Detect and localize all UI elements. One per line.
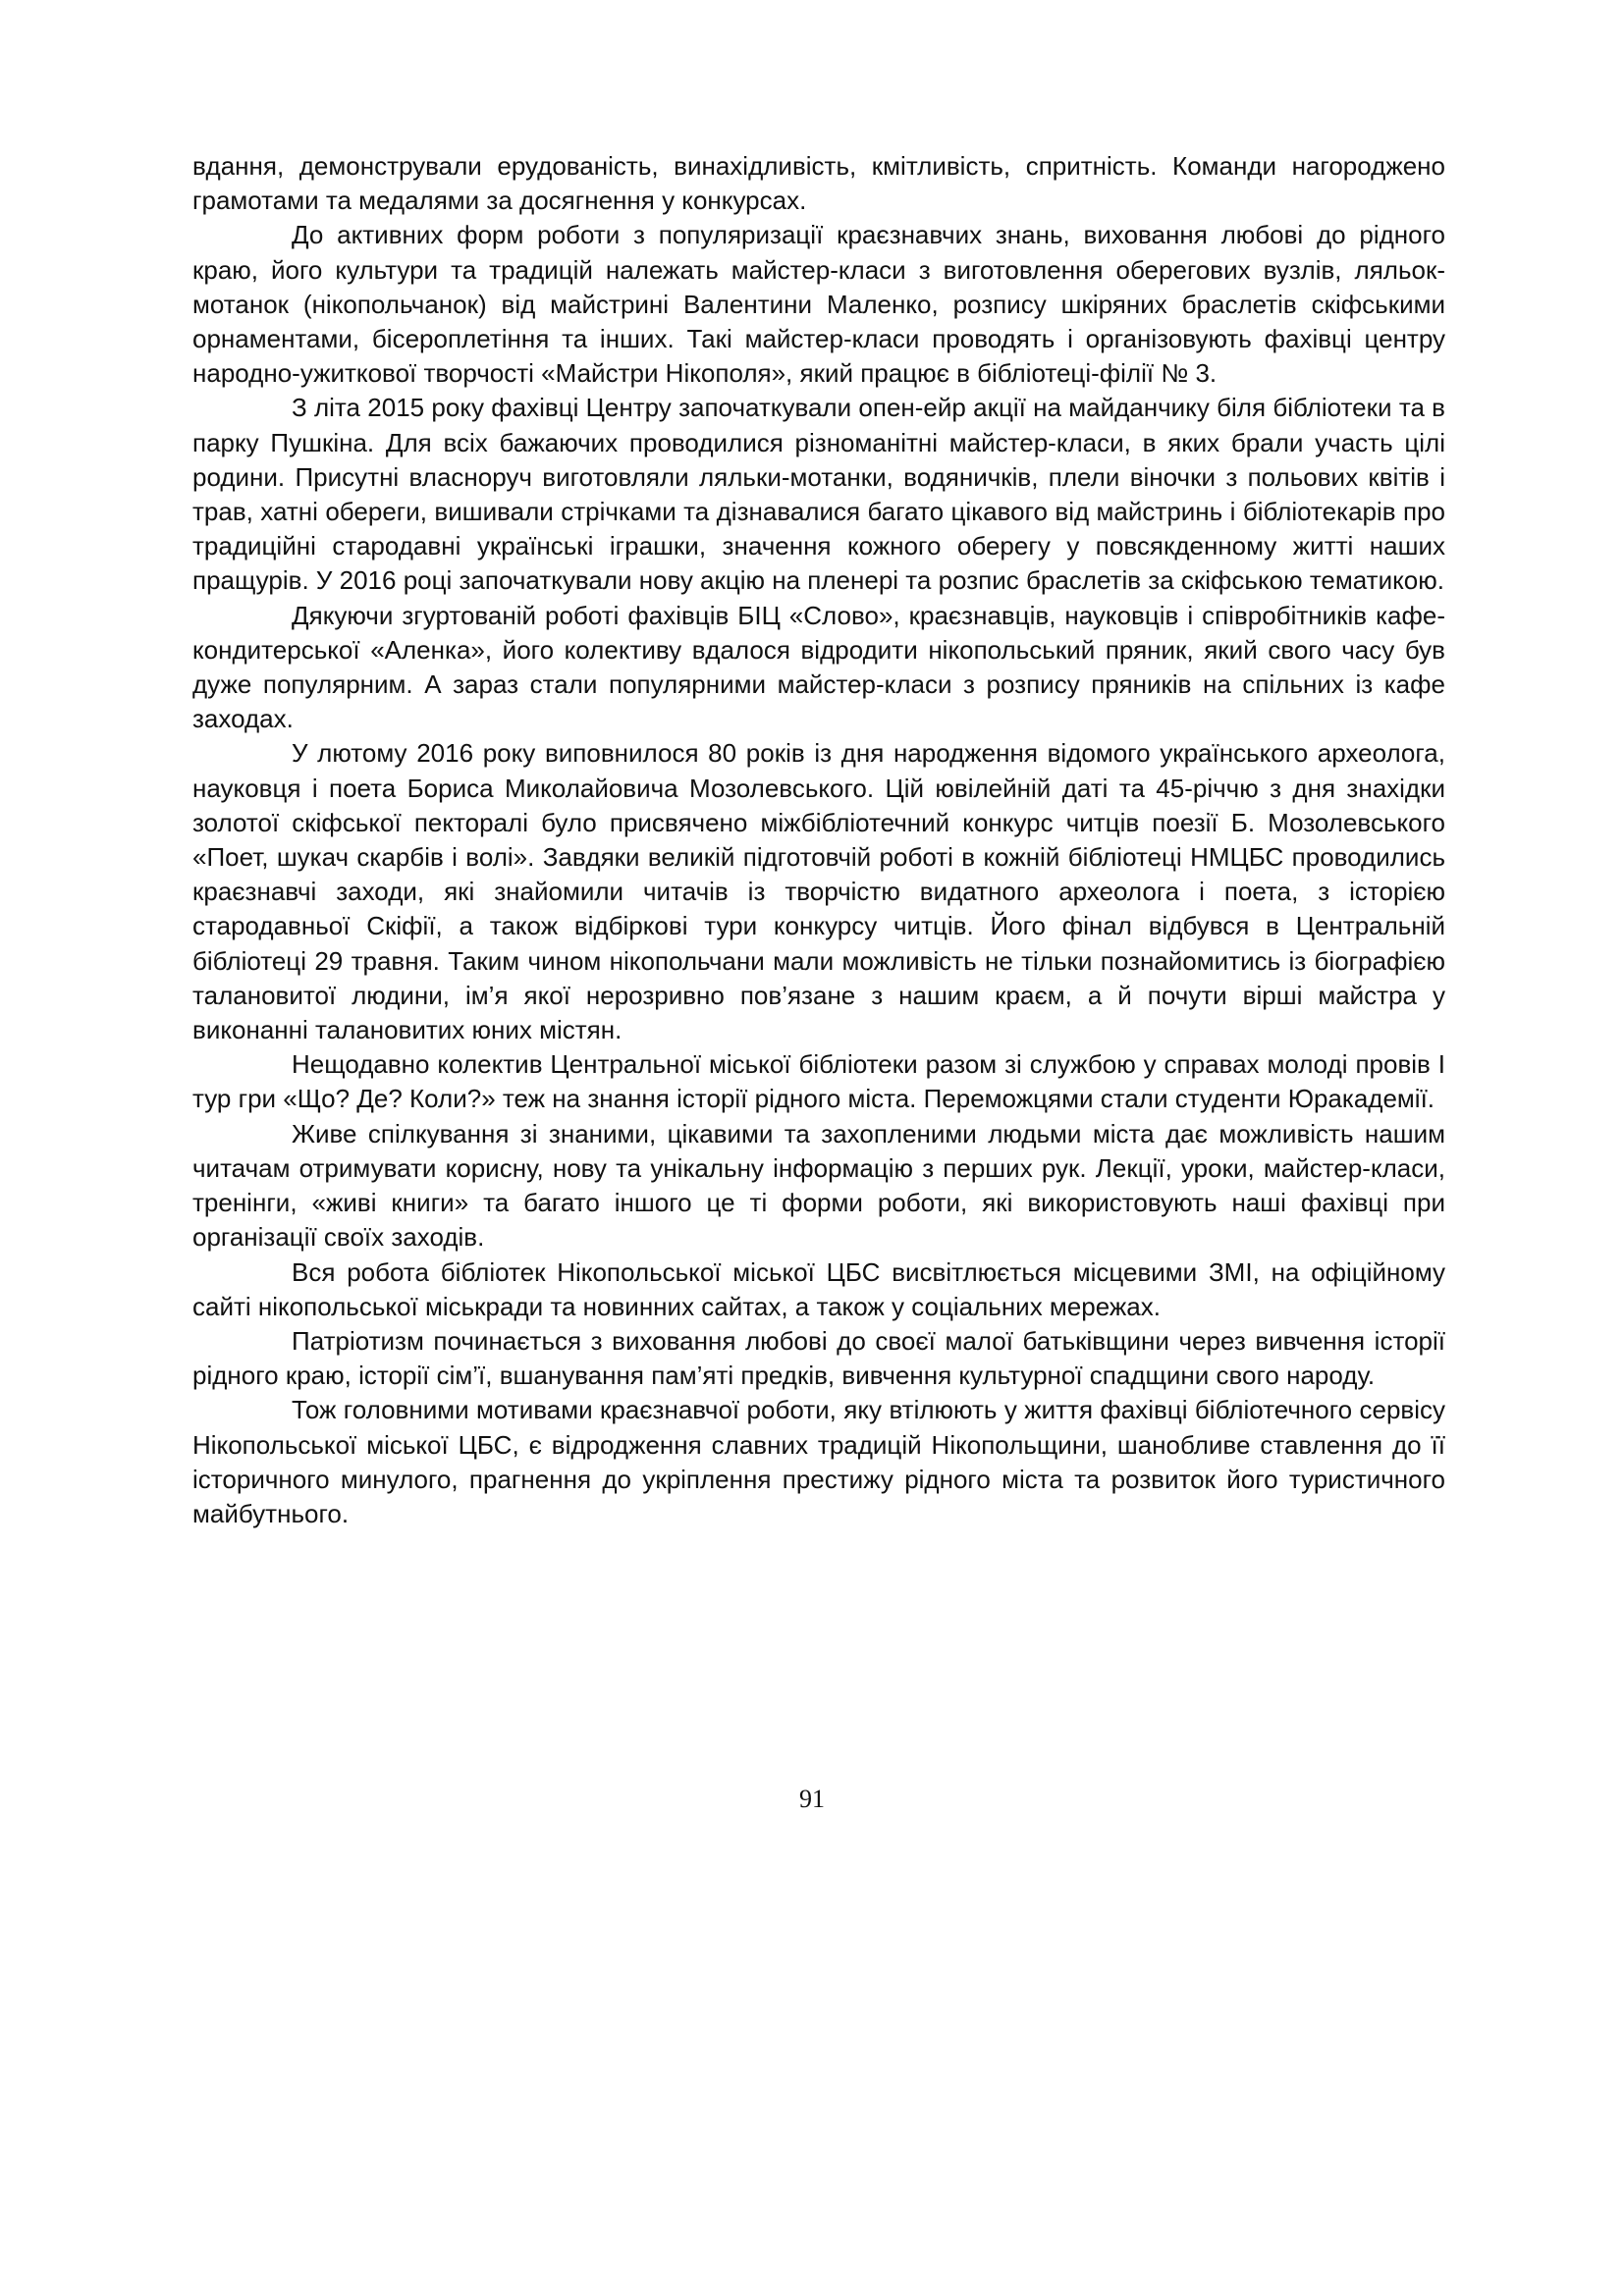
paragraph-1: вдання, демонстрували ерудованість, винахідливість, кмітливість, спритність. Команди нагороджено грамотами та медалями за досягнення у конкурсах. [192, 151, 1445, 216]
paragraph-2: До активних форм роботи з популяризації краєзнавчих знань, виховання любові до рідного краю, його культури та традицій належать майстер-класи з виготовлення оберегових вузлів, ляльок-мотанок (нікопольчанок) від майстрині Валентини Маленко, розпису шкіряних браслетів скіфськими орнаментами, бісероплетіння та інших. Такі майстер-класи проводять і організовують фахівці центру народно-ужиткової творчості «Майстри Нікополя», який працює в бібліотеці-філії № 3. [192, 220, 1445, 389]
paragraph-3: З літа 2015 року фахівці Центру започаткували опен-ейр акції на майданчику біля бібліотеки та в парку Пушкіна. Для всіх бажаючих проводилися різноманітні майстер-класи, в яких брали участь цілі родини. Присутні власноруч виготовляли ляльки-мотанки, водяничків, плели віночки з польових квітів і трав, хатні обереги, вишивали стрічками та дізнавалися багато цікавого від майстринь і бібліотекарів про традиційні стародавні українські іграшки, значення кожного оберегу у повсякденному житті наших пращурів. У 2016 році започаткували нову акцію на пленері та розпис браслетів за скіфською тематикою. [192, 393, 1445, 596]
paragraph-5: У лютому 2016 року виповнилося 80 років із дня народження відомого українського археолога, науковця і поета Бориса Миколайовича Мозолевського. Цій ювілейній даті та 45-річчю з дня знахідки золотої скіфської пекторалі було присвячено міжбібліотечний конкурс читців поезії Б. Мозолевського «Поет, шукач скарбів і волі». Завдяки великій підготовчій роботі в кожній бібліотеці НМЦБС проводились краєзнавчі заходи, які знайомили читачів із творчістю видатного археолога і поета, з історією стародавньої Скіфії, а також відбіркові тури конкурсу читців. Його фінал відбувся в Центральній бібліотеці 29 травня. Таким чином нікопольчани мали можливість не тільки познайомитись із біографією талановитої людини, ім’я якої нерозривно пов’язане з нашим краєм, а й почути вірші майстра у виконанні талановитих юних містян. [192, 738, 1445, 1045]
paragraph-7: Живе спілкування зі знаними, цікавими та захопленими людьми міста дає можливість нашим читачам отримувати корисну, нову та унікальну інформацію з перших рук. Лекції, уроки, майстер-класи, тренінги, «живі книги» та багато іншого це ті форми роботи, які використовують наші фахівці при організації своїх заходів. [192, 1118, 1445, 1253]
body-text [192, 149, 1445, 1531]
paragraph-6: Нещодавно колектив Центральної міської бібліотеки разом зі службою у справах молоді провів І тур гри «Що? Де? Коли?» теж на знання історії рідного міста. Переможцями стали студенти Юракадемії. [192, 1049, 1445, 1114]
paragraph-10: Тож головними мотивами краєзнавчої роботи, яку втілюють у життя фахівці бібліотечного сервісу Нікопольської міської ЦБС, є відродження славних традицій Нікопольщини, шанобливе ставлення до її історичного минулого, прагнення до укріплення престижу рідного міста та розвиток його туристичного майбутнього. [192, 1395, 1445, 1528]
page-number: 91 [799, 1785, 825, 1813]
paragraph-4: Дякуючи згуртованій роботі фахівців БІЦ «Слово», краєзнавців, науковців і співробітників кафе-кондитерської «Аленка», його колективу вдалося відродити нікопольський пряник, який свого часу був дуже популярним. А зараз стали популярними майстер-класи з розпису пряників на спільних із кафе заходах. [192, 600, 1445, 734]
paragraph-9: Патріотизм починається з виховання любові до своєї малої батьківщини через вивчення історії рідного краю, історії сім’ї, вшанування пам’яті предків, вивчення культурної спадщини свого народу. [192, 1325, 1445, 1391]
paragraph-8: Вся робота бібліотек Нікопольської міської ЦБС висвітлюється місцевими ЗМІ, на офіційному сайті нікопольської міськради та новинних сайтах, а також у соціальних мережах. [192, 1256, 1445, 1321]
